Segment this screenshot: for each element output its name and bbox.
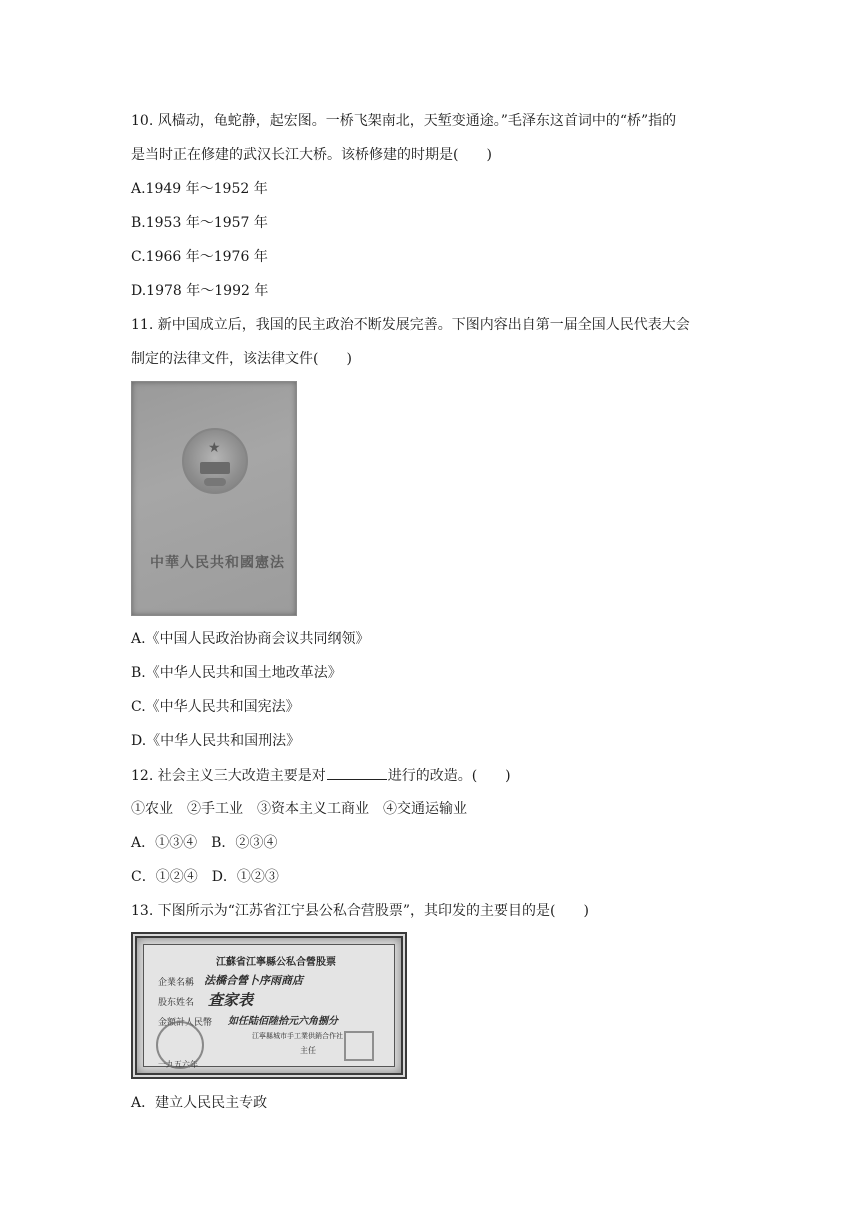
q11-option-d: D.《中华人民共和国刑法》 xyxy=(131,733,301,749)
q12-stem-before: 12. 社会主义三大改造主要是对 xyxy=(131,768,326,784)
q11-stem-line1: 11. 新中国成立后，我国的民主政治不断发展完善。下图内容出自第一届全国人民代表大会 xyxy=(131,317,690,333)
q12-stem-after: 进行的改造。( ) xyxy=(387,768,511,784)
q11-option-c: C.《中华人民共和国宪法》 xyxy=(131,699,300,715)
q10-option-c: C.1966 年～1976 年 xyxy=(131,249,268,265)
q10-option-a: A.1949 年～1952 年 xyxy=(131,181,268,197)
national-emblem-icon: ★ xyxy=(182,428,248,494)
q10-option-b: B.1953 年～1957 年 xyxy=(131,215,268,231)
stock-title: 江蘇省江寧縣公私合營股票 xyxy=(216,957,336,968)
stock-manager: 主任 xyxy=(300,1046,316,1055)
q11-option-b: B.《中华人民共和国土地改革法》 xyxy=(131,665,342,681)
stock-date: 一九五六年 xyxy=(158,1060,198,1069)
q12-stem xyxy=(131,765,511,785)
booklet-title: 中華人民共和國憲法 xyxy=(150,555,285,571)
constitution-booklet-image xyxy=(131,381,297,616)
square-seal-stamp xyxy=(344,1031,374,1061)
stock-company-value: 法橋合營卜序雨商店 xyxy=(204,974,303,987)
stock-issuer: 江寧縣城市手工業供銷合作社 xyxy=(252,1032,343,1040)
q10-option-d: D.1978 年～1992 年 xyxy=(131,283,269,299)
round-seal-stamp xyxy=(156,1021,204,1069)
q12-blank xyxy=(327,765,387,780)
q12-options-row2: C．①②④ D．①②③ xyxy=(131,869,279,885)
q12-items: ①农业 ②手工业 ③资本主义工商业 ④交通运输业 xyxy=(131,801,467,817)
stock-holder-value: 查家表 xyxy=(208,991,254,1009)
q10-stem-line1: 10. 风樯动，龟蛇静，起宏图。一桥飞架南北，天堑变通途。”毛泽东这首词中的“桥”指的 xyxy=(131,113,677,129)
q10-stem-line2: 是当时正在修建的武汉长江大桥。该桥修建的时期是( ) xyxy=(131,147,492,163)
q12-options-row1: A．①③④ B．②③④ xyxy=(131,835,278,851)
stock-amount-label: 金額計人民幣 xyxy=(158,1018,213,1028)
stock-holder-label: 股东姓名 xyxy=(158,998,195,1008)
stock-certificate-image xyxy=(131,932,407,1079)
q13-stem: 13. 下图所示为“江苏省江宁县公私合营股票”，其印发的主要目的是( ) xyxy=(131,903,589,919)
stock-amount-value: 如任陆佰陸拾元六角捌分 xyxy=(228,1016,338,1027)
stock-company-label: 企業名稱 xyxy=(158,978,195,988)
q11-stem-line2: 制定的法律文件，该法律文件( ) xyxy=(131,351,352,367)
q11-option-a: A.《中国人民政治协商会议共同纲领》 xyxy=(131,631,370,647)
q13-option-a: A．建立人民民主专政 xyxy=(131,1095,268,1111)
